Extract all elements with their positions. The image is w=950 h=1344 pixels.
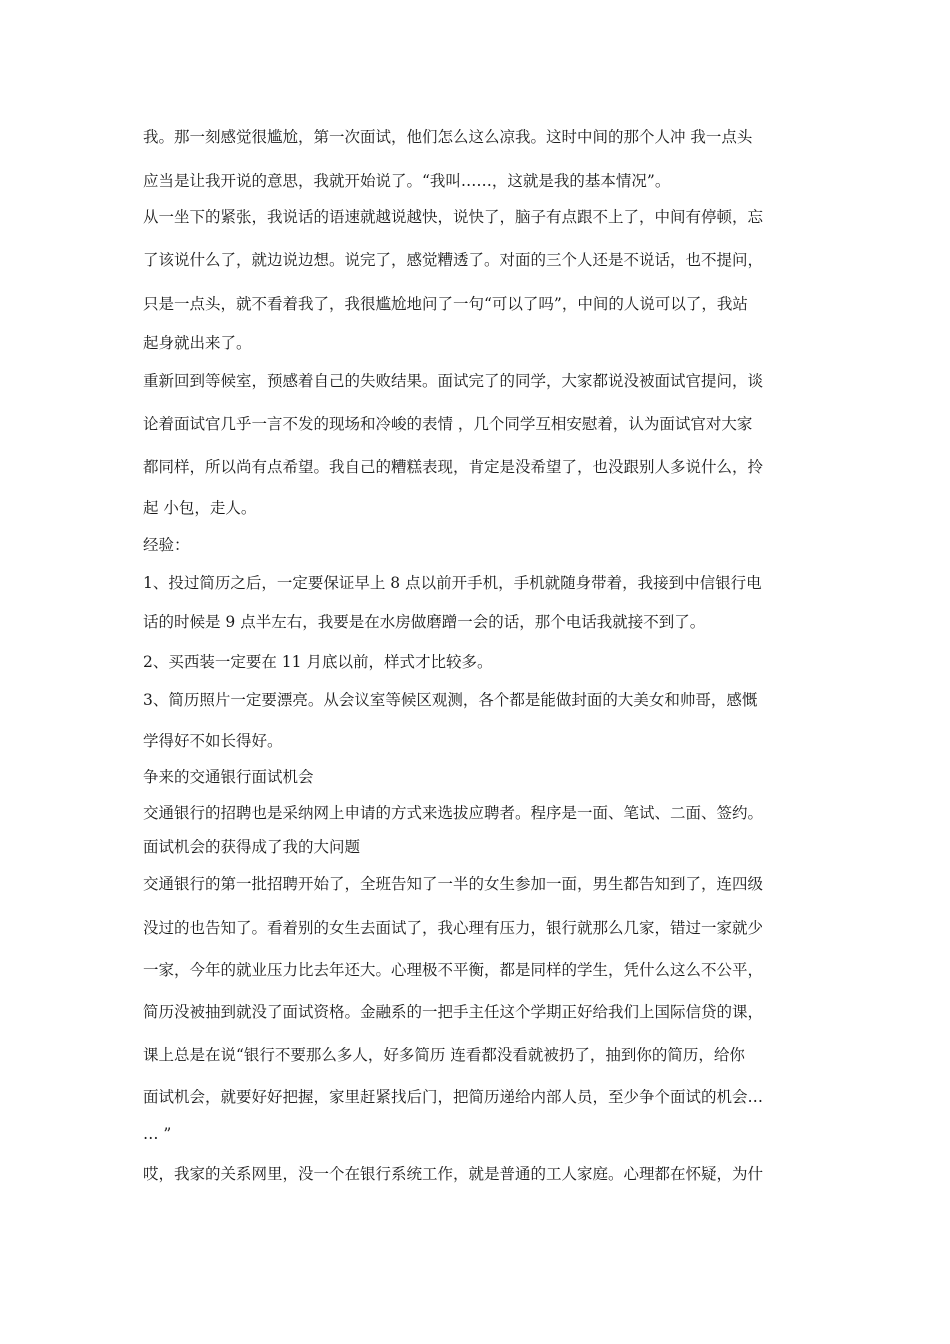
text-line: 交通银行的招聘也是采纳网上申请的方式来选拔应聘者。程序是一面、笔试、二面、签约。 — [143, 804, 764, 822]
text-line: 哎，我家的关系网里，没一个在银行系统工作，就是普通的工人家庭。心理都在怀疑，为什 — [143, 1165, 764, 1183]
text-line: 只是一点头，就不看着我了，我很尴尬地问了一句“可以了吗”，中间的人说可以了，我站 — [143, 295, 748, 313]
text-line: 起身就出来了。 — [143, 334, 252, 352]
text-line: 简历没被抽到就没了面试资格。金融系的一把手主任这个学期正好给我们上国际信贷的课， — [143, 1003, 764, 1021]
text-line: 面试机会的获得成了我的大问题 — [143, 838, 361, 856]
text-line: 起 小包，走人。 — [143, 499, 257, 517]
text-line: 1、投过简历之后，一定要保证早上 8 点以前开手机，手机就随身带着，我接到中信银行电 — [143, 574, 762, 592]
text-line: 应当是让我开说的意思，我就开始说了。“我叫……，这就是我的基本情况”。 — [143, 172, 671, 190]
text-line: 学得好不如长得好。 — [143, 732, 283, 750]
text-line: 了该说什么了，就边说边想。说完了，感觉糟透了。对面的三个人还是不说话，也不提问， — [143, 251, 764, 269]
text-line: 3、简历照片一定要漂亮。从会议室等候区观测，各个都是能做封面的大美女和帅哥，感慨 — [143, 691, 758, 709]
text-line: 经验： — [143, 536, 190, 554]
text-line: 重新回到等候室，预感着自己的失败结果。面试完了的同学，大家都说没被面试官提问，谈 — [143, 372, 764, 390]
text-line: … ” — [143, 1125, 172, 1143]
text-line: 争来的交通银行面试机会 — [143, 768, 314, 786]
text-line: 没过的也告知了。看着别的女生去面试了，我心理有压力，银行就那么几家，错过一家就少 — [143, 919, 764, 937]
text-line: 从一坐下的紧张，我说话的语速就越说越快，说快了，脑子有点跟不上了，中间有停顿，忘 — [143, 208, 764, 226]
text-line: 都同样，所以尚有点希望。我自己的糟糕表现，肯定是没希望了，也没跟别人多说什么，拎 — [143, 458, 764, 476]
text-line: 话的时候是 9 点半左右，我要是在水房做磨蹭一会的话，那个电话我就接不到了。 — [143, 613, 706, 631]
text-line: 一家，今年的就业压力比去年还大。心理极不平衡，都是同样的学生，凭什么这么不公平， — [143, 961, 764, 979]
text-line: 交通银行的第一批招聘开始了，全班告知了一半的女生参加一面，男生都告知到了，连四级 — [143, 875, 764, 893]
text-line: 2、买西装一定要在 11 月底以前，样式才比较多。 — [143, 653, 493, 671]
text-line: 课上总是在说“银行不要那么多人，好多简历 连看都没看就被扔了，抽到你的简历，给你 — [143, 1046, 745, 1064]
text-line: 我。那一刻感觉很尴尬，第一次面试，他们怎么这么凉我。这时中间的那个人冲 我一点头 — [143, 128, 753, 146]
text-line: 面试机会，就要好好把握，家里赶紧找后门，把简历递给内部人员，至少争个面试的机会… — [143, 1088, 764, 1106]
text-line: 论着面试官几乎一言不发的现场和冷峻的表情 ，几个同学互相安慰着，认为面试官对大家 — [143, 415, 753, 433]
